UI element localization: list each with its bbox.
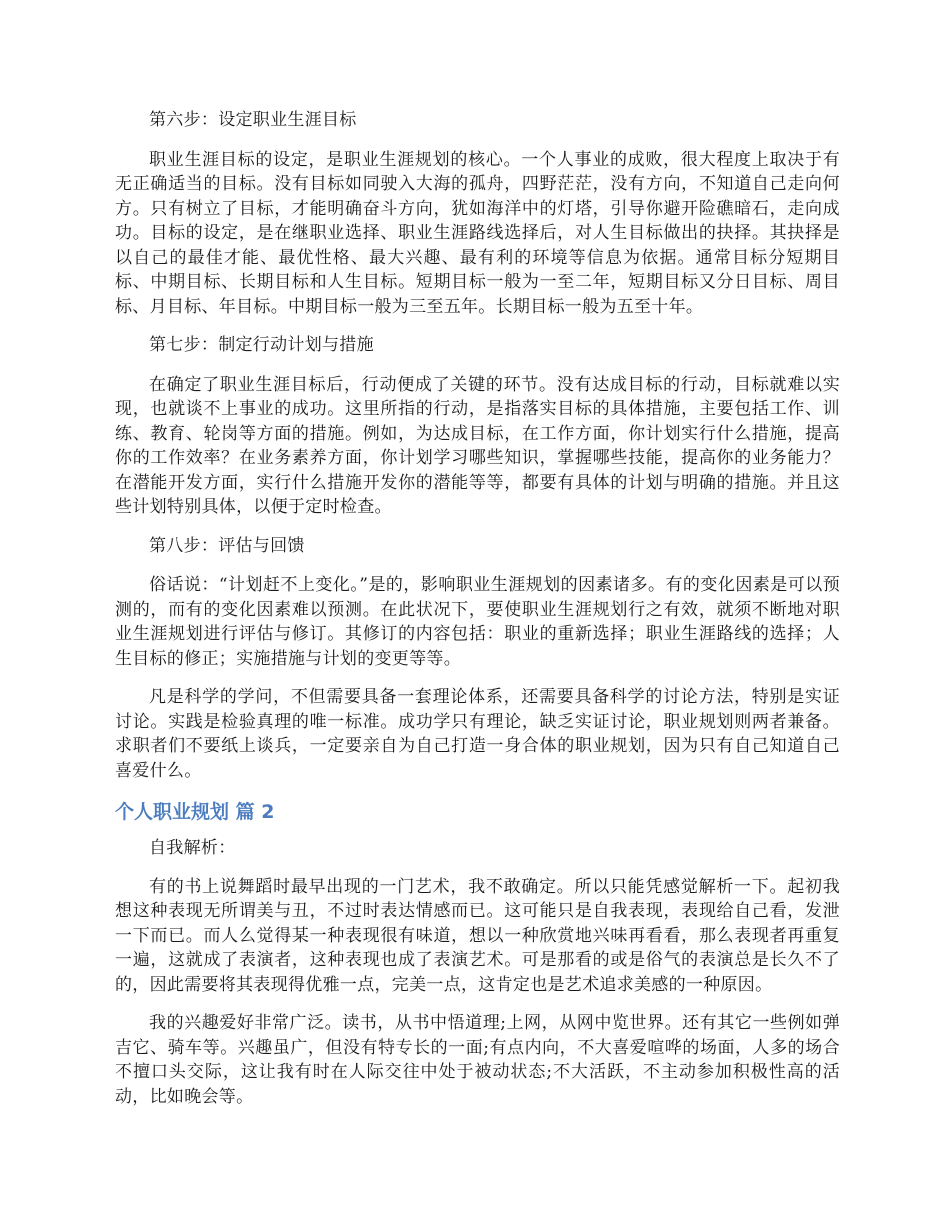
section2-heading: 个人职业规划 篇 2 — [115, 801, 275, 823]
section2-intro: 自我解析： — [149, 838, 236, 858]
section2-paragraph-2: 我的兴趣爱好非常广泛。读书，从书中悟道理;上网，从网中览世界。还有其它一些例如弹吉它、骑车等。兴趣虽广，但没有特专长的一面;有点内向，不大喜爱喧哗的场面，人多的场合不擅口头交际，这让我有时在人际交往中处于被动状态;不大活跃，不主动参加积极性高的活动，比如晚会等。 — [115, 1013, 840, 1107]
step8-body: 俗话说：“计划赶不上变化。”是的，影响职业生涯规划的因素诸多。有的变化因素是可以预测的，而有的变化因素难以预测。在此状况下，要使职业生涯规划行之有效，就须不断地对职业生涯规划进行评估与修订。其修订的内容包括：职业的重新选择；职业生涯路线的选择；人生目标的修正；实施措施与计划的变更等等。 — [115, 575, 840, 669]
step6-title: 第六步：设定职业生涯目标 — [149, 110, 357, 130]
step7-body: 在确定了职业生涯目标后，行动便成了关键的环节。没有达成目标的行动，目标就难以实现，也就谈不上事业的成功。这里所指的行动，是指落实目标的具体措施，主要包括工作、训练、教育、轮岗等方面的措施。例如，为达成目标，在工作方面，你计划实行什么措施，提高你的工作效率？在业务素养方面，你计划学习哪些知识，掌握哪些技能，提高你的业务能力？在潜能开发方面，实行什么措施开发你的潜能等等，都要有具体的计划与明确的措施。并且这些计划特别具体，以便于定时检查。 — [115, 374, 840, 517]
step8-title: 第八步：评估与回馈 — [149, 535, 305, 556]
step6-body: 职业生涯目标的设定，是职业生涯规划的核心。一个人事业的成败，很大程度上取决于有无正确适当的目标。没有目标如同驶入大海的孤舟，四野茫茫，没有方向，不知道自己走向何方。只有树立了目标，才能明确奋斗方向，犹如海洋中的灯塔，引导你避开险礁暗石，走向成功。目标的设定，是在继职业选择、职业生涯路线选择后，对人生目标做出的抉择。其抉择是以自己的最佳才能、最优性格、最大兴趣、最有利的环境等信息为依据。通常目标分短期目标、中期目标、长期目标和人生目标。短期目标一般为一至二年，短期目标又分日目标、周目标、月目标、年目标。中期目标一般为三至五年。长期目标一般为五至十年。 — [115, 149, 840, 317]
section2-paragraph-1: 有的书上说舞蹈时最早出现的一门艺术，我不敢确定。所以只能凭感觉解析一下。起初我想这种表现无所谓美与丑，不过时表达情感而已。这可能只是自我表现，表现给自己看，发泄一下而已。而人么觉得某一种表现很有味道，想以一种欣赏地兴味再看看，那么表现者再重复一遍，这就成了表演者，这种表现也成了表演艺术。可是那看的或是俗气的表演总是长久不了的，因此需要将其表现得优雅一点，完美一点，这肯定也是艺术追求美感的一种原因。 — [115, 876, 840, 995]
step7-title: 第七步：制定行动计划与措施 — [149, 335, 374, 355]
closing-paragraph: 凡是科学的学问，不但需要具备一套理论体系，还需要具备科学的讨论方法，特别是实证讨论。实践是检验真理的唯一标准。成功学只有理论，缺乏实证讨论，职业规划则两者兼备。求职者们不要纸上谈兵，一定要亲自为自己打造一身合体的职业规划，因为只有自己知道自己喜爱什么。 — [115, 687, 840, 781]
document-page — [115, 108, 840, 1123]
